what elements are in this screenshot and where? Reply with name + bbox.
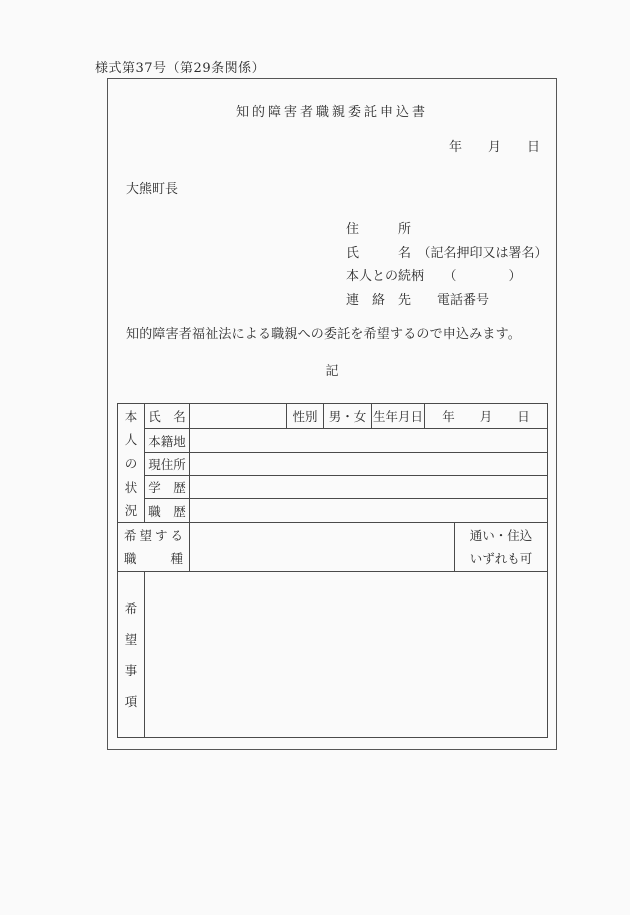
applicant-relation-field: 本人との続柄 （ ）: [346, 269, 522, 284]
applicant-address-field: 住 所: [346, 222, 412, 237]
sex-label: 性別: [287, 404, 324, 429]
work-history-label: 職 歴: [145, 499, 190, 523]
record-mark: 記: [325, 364, 339, 379]
birth-label: 生年月日: [372, 404, 425, 429]
desired-job-label: 希 望 す る 職 種: [118, 523, 190, 572]
wishes-input-cell: [145, 572, 548, 738]
form-box: [107, 78, 557, 750]
applicant-contact-field: 連 絡 先 電話番号: [346, 292, 490, 308]
commute-option-line2: いずれも可: [469, 551, 533, 566]
addressee: 大熊町長: [126, 182, 179, 197]
date-line: 年 月 日: [448, 140, 540, 155]
sex-value: 男・女: [324, 404, 372, 429]
person-status-vertical-label: 本 人 の 状 況: [118, 404, 145, 523]
name-label: 氏 名: [145, 404, 190, 429]
education-label: 学 歴: [145, 476, 190, 499]
commute-options: [455, 523, 548, 572]
education-cell: [190, 476, 548, 499]
registered-domicile-label: 本籍地: [145, 429, 190, 453]
commute-option-line1: 通い・住込: [469, 528, 533, 543]
form-number: 様式第37号（第29条関係）: [95, 61, 266, 76]
applicant-name-field: 氏 名 （記名押印又は署名）: [346, 245, 548, 261]
work-history-cell: [190, 499, 548, 523]
applicant-block: [346, 218, 548, 312]
current-address-cell: [190, 453, 548, 476]
birth-value-cell: 年 月 日: [425, 404, 548, 429]
applicant-table: [117, 403, 548, 738]
current-address-label: 現住所: [145, 453, 190, 476]
name-input-cell: [190, 404, 287, 429]
wishes-vertical-label: 希 望 事 項: [118, 572, 145, 738]
desired-job-input-cell: [190, 523, 455, 572]
statement: 知的障害者福祉法による職親への委託を希望するので申込みます。: [126, 327, 521, 342]
form-title: 知的障害者職親委託申込書: [235, 105, 428, 120]
registered-domicile-cell: [190, 429, 548, 453]
